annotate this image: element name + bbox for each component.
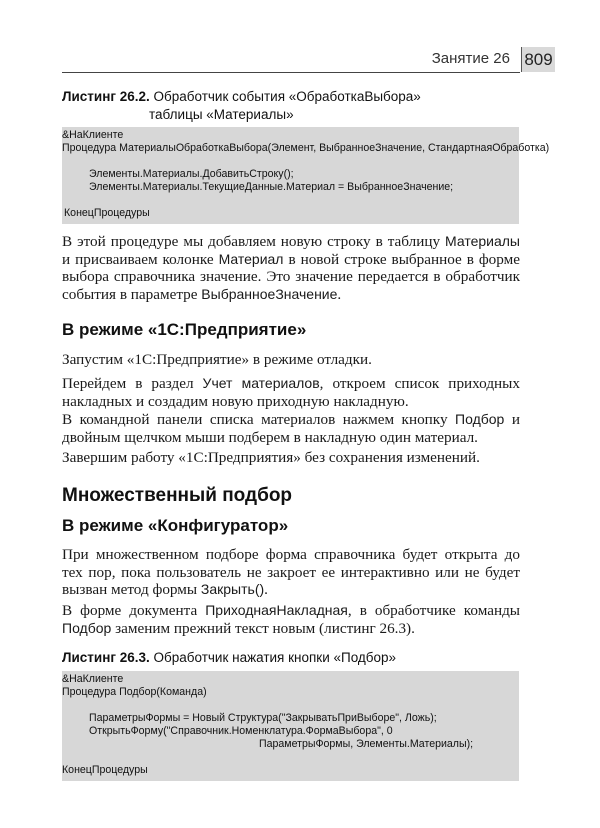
listing-caption bbox=[62, 88, 421, 106]
header-rule bbox=[62, 72, 520, 73]
listing-label: Листинг 26.2. bbox=[62, 89, 150, 104]
listing-title: Обработчик нажатия кнопки «Подбор» bbox=[153, 650, 397, 665]
code-line: ПараметрыФормы, Элементы.Материалы); bbox=[259, 738, 474, 750]
code-line: Элементы.Материалы.ДобавитьСтроку(); bbox=[89, 168, 294, 180]
body-paragraph: При множественном подборе форма справочника будет открыта до тех пор, пока пользователь не закроет ее интерактивно или не будет вызван метод формы Закрыть(). bbox=[62, 546, 520, 599]
code-line: &НаКлиенте bbox=[62, 129, 124, 141]
running-header: Занятие 26 bbox=[431, 50, 510, 67]
code-line: ПараметрыФормы = Новый Структура("ЗакрыватьПриВыборе", Ложь); bbox=[89, 712, 437, 724]
code-line: &НаКлиенте bbox=[62, 673, 124, 685]
listing-label: Листинг 26.3. bbox=[62, 650, 150, 665]
listing-title: Обработчик события «ОбработкаВыбора» bbox=[153, 89, 421, 104]
code-block bbox=[62, 127, 550, 224]
section-heading: В режиме «Конфигуратор» bbox=[62, 516, 289, 535]
body-paragraph: Завершим работу «1С:Предприятия» без сохранения изменений. bbox=[62, 449, 480, 466]
chapter-heading: Множественный подбор bbox=[62, 485, 293, 506]
code-line: КонецПроцедуры bbox=[62, 764, 148, 776]
code-block bbox=[62, 671, 519, 781]
code-line: КонецПроцедуры bbox=[64, 207, 150, 219]
code-line: ОткрытьФорму("Справочник.Номенклатура.ФормаВыбора", 0 bbox=[89, 725, 393, 737]
body-paragraph: Запустим «1С:Предприятие» в режиме отладки. bbox=[62, 351, 372, 368]
code-line: Процедура Подбор(Команда) bbox=[62, 686, 207, 698]
listing-title-line2: таблицы «Материалы» bbox=[149, 107, 294, 122]
body-paragraph: Перейдем в раздел Учет материалов, откроем список приходных накладных и создадим новую приходную накладную. bbox=[62, 375, 520, 410]
body-paragraph: В этой процедуре мы добавляем новую строку в таблицу Материалы и присваиваем колонке Материал в новой строке выбранное в форме выбора справочника значение. Это значение передается в обработчик события в параметре ВыбранноеЗначение. bbox=[62, 233, 520, 303]
body-paragraph: В форме документа ПриходнаяНакладная, в обработчике команды Подбор заменим прежний текст новым (листинг 26.3). bbox=[62, 602, 521, 637]
body-paragraph: В командной панели списка материалов нажмем кнопку Подбор и двойным щелчком мыши подберем в накладную один материал. bbox=[62, 411, 520, 446]
code-line: Элементы.Материалы.ТекущиеДанные.Материал = ВыбранноеЗначение; bbox=[89, 181, 454, 193]
section-heading: В режиме «1С:Предприятие» bbox=[62, 320, 307, 339]
code-line: Процедура МатериалыОбработкаВыбора(Элемент, ВыбранноеЗначение, СтандартнаяОбработка) bbox=[62, 142, 550, 154]
page-number: 809 bbox=[521, 47, 555, 72]
listing-caption bbox=[62, 649, 396, 667]
